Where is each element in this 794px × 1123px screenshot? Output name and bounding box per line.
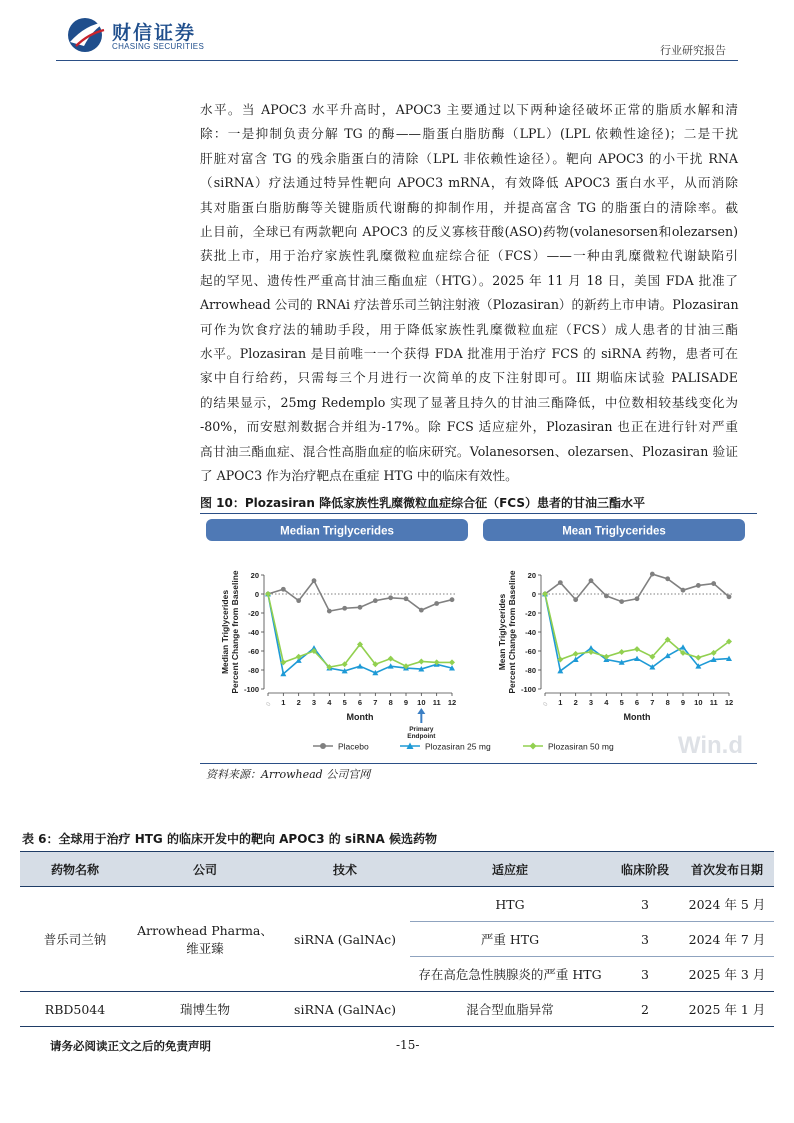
legend-label: Plozasiran 50 mg	[548, 741, 614, 752]
logo-text-cn: 财信证券	[112, 22, 197, 44]
x-tick-label: 3	[588, 698, 594, 707]
data-point	[589, 578, 594, 583]
chart-title: Mean Triglycerides	[562, 525, 666, 538]
body-text-line: 起的罕见、遗传性严重高甘油三酯血症（HTG）。2025 年 11 月 18 日，美国 FDA 批准了	[200, 272, 738, 288]
body-text-line: 其对脂蛋白脂肪酶等关键脂质代谢酶的抑制作用，并提高富含 TG 的脂蛋白的清除率。截	[200, 199, 738, 215]
x-tick-label: 11	[432, 698, 441, 707]
body-text-line: 可作为饮食疗法的辅助手段，用于降低家族性乳糜微粒血症（FCS）成人患者的甘油三酯	[200, 321, 738, 337]
company-logo	[66, 16, 216, 54]
wind-watermark: Win.d	[677, 732, 743, 759]
data-point	[342, 606, 347, 611]
data-point	[404, 596, 409, 601]
y-tick-label: -80	[248, 666, 259, 675]
x-axis-label: Month	[623, 712, 651, 722]
data-point	[357, 663, 363, 668]
table-row	[20, 992, 774, 1027]
data-point	[312, 578, 317, 583]
x-tick-label: 9	[403, 698, 409, 707]
logo-text-en: CHASING SECURITIES	[112, 42, 205, 51]
table-row	[20, 887, 774, 922]
data-point	[650, 572, 655, 577]
date-cell: 2025 年 3 月	[680, 957, 774, 992]
y-axis-label: Mean Triglycerides	[497, 593, 507, 671]
body-text-line: 止目前，全球已有两款靶向 APOC3 的反义寡核苷酸(ASO)药物(volanesorsen和olezarsen)	[200, 224, 738, 240]
figure-top-rule	[200, 513, 757, 514]
y-tick-label: 0	[254, 590, 259, 599]
date-cell: 2024 年 5 月	[680, 887, 774, 922]
y-tick-label: -80	[525, 666, 536, 675]
body-text-line: 高甘油三酯血症、混合性高脂血症的临床研究。Volanesorsen、olezarsen、Plozasiran 验证	[200, 443, 738, 459]
figure-source: 资料来源：Arrowhead 公司官网	[206, 768, 371, 781]
x-tick-label: 10	[417, 698, 426, 707]
body-text-line: 了 APOC3 作为治疗靶点在重症 HTG 中的临床有效性。	[200, 468, 518, 484]
data-point	[665, 576, 670, 581]
body-text-line: （siRNA）疗法通过特异性靶向 APOC3 mRNA，有效降低 APOC3 蛋白水平，从而消除	[200, 175, 738, 191]
data-point	[619, 649, 625, 655]
data-point	[388, 656, 394, 662]
data-point	[727, 594, 732, 599]
figure-charts	[200, 515, 757, 763]
data-point	[680, 644, 686, 649]
body-text-line: -80%，而安慰剂数据合并组为-17%。除 FCS 适应症外，Plozasiran 也正在进行针对严重	[200, 419, 738, 435]
x-tick-label: 8	[388, 698, 393, 707]
logo-emblem-icon	[66, 16, 108, 54]
x-tick-label: 6	[357, 698, 363, 707]
body-paragraph	[200, 98, 738, 489]
x-tick-label: 12	[724, 698, 734, 707]
phase-cell: 3	[610, 957, 680, 992]
company-cell: 瑞博生物	[130, 992, 280, 1027]
legend-label: Plozasiran 25 mg	[425, 741, 491, 752]
x-tick-label: 12	[447, 698, 457, 707]
indication-cell: 严重 HTG	[410, 922, 610, 957]
col-header-drug: 药物名称	[20, 852, 130, 887]
body-text-line: 家中自行给药，只需每三个月进行一次简单的皮下注射即可。III 期临床试验 PALISADE	[200, 370, 738, 386]
indication-cell: HTG	[410, 887, 610, 922]
data-point	[558, 580, 563, 585]
x-tick-label: 11	[709, 698, 718, 707]
data-point	[327, 609, 332, 614]
x-tick-label: 5	[619, 698, 624, 707]
drug-name-cell: RBD5044	[20, 992, 130, 1027]
x-tick-label: 0	[265, 701, 273, 708]
indication-cell: 混合型血脂异常	[410, 992, 610, 1027]
y-tick-label: -20	[525, 609, 536, 618]
phase-cell: 3	[610, 887, 680, 922]
table-title: 表 6：全球用于治疗 HTG 的临床开发中的靶向 APOC3 的 siRNA 候选药物	[22, 832, 437, 846]
y-axis-label: Percent Change from Baseline	[507, 570, 517, 694]
indication-cell: 存在高危急性胰腺炎的严重 HTG	[410, 957, 610, 992]
x-tick-label: 3	[311, 698, 317, 707]
company-line: 维亚臻	[186, 941, 224, 956]
y-tick-label: -20	[248, 609, 259, 618]
data-point	[634, 646, 640, 652]
y-axis-label: Median Triglycerides	[220, 589, 230, 675]
data-point	[419, 608, 424, 613]
candidate-drug-table	[20, 851, 774, 1027]
body-text-line: Arrowhead 公司的 RNAi 疗法普乐司兰钠注射液（Plozasiran）的新药上市申请。Plozasiran	[200, 297, 739, 313]
x-tick-label: 9	[680, 698, 686, 707]
report-type-label: 行业研究报告	[660, 44, 726, 57]
data-point	[296, 598, 301, 603]
technology-cell: siRNA (GalNAc)	[280, 992, 410, 1027]
y-tick-label: 20	[250, 571, 259, 580]
body-text-line: 肝脏对富含 TG 的残余脂蛋白的清除（LPL 非依赖性途径）。靶向 APOC3 的小干扰 RNA	[200, 150, 738, 166]
phase-cell: 2	[610, 992, 680, 1027]
page-number: -15-	[396, 1038, 420, 1052]
body-text-line: 获批上市，用于治疗家族性乳糜微粒血症综合征（FCS）——一种由乳糜微粒代谢缺陷引	[200, 248, 738, 264]
x-tick-label: 0	[542, 701, 550, 708]
technology-cell: siRNA (GalNAc)	[280, 887, 410, 992]
x-tick-label: 8	[665, 698, 670, 707]
data-point	[681, 588, 686, 593]
figure-title: 图 10：Plozasiran 降低家族性乳糜微粒血症综合征（FCS）患者的甘油三酯水平	[200, 496, 645, 510]
legend-marker	[320, 743, 326, 749]
date-cell: 2025 年 1 月	[680, 992, 774, 1027]
y-axis-label: Percent Change from Baseline	[230, 570, 240, 694]
data-point	[573, 597, 578, 602]
disclaimer-note: 请务必阅读正文之后的免责声明	[50, 1039, 211, 1053]
data-point	[635, 596, 640, 601]
col-header-company: 公司	[130, 852, 280, 887]
drug-name-cell: 普乐司兰钠	[20, 887, 130, 992]
x-tick-label: 7	[373, 698, 378, 707]
data-point	[434, 601, 439, 606]
y-tick-label: -60	[525, 647, 536, 656]
x-tick-label: 10	[694, 698, 703, 707]
body-text-line: 的结果显示，25mg Redemplo 实现了显著且持久的甘油三酯降低，中位数相较基线变化为	[200, 394, 738, 410]
legend-marker	[530, 743, 537, 750]
x-tick-label: 4	[327, 698, 332, 707]
table-header-row	[20, 852, 774, 887]
primary-endpoint-label: Primary	[409, 726, 434, 733]
body-text-line: 除：一是抑制负责分解 TG 的酶——脂蛋白脂肪酶（LPL）(LPL 依赖性途径)；二是干扰	[200, 126, 738, 142]
data-point	[418, 658, 424, 664]
company-cell	[130, 887, 280, 992]
data-point	[450, 597, 455, 602]
primary-endpoint-label: Endpoint	[407, 733, 436, 740]
data-point	[373, 598, 378, 603]
x-tick-label: 6	[634, 698, 640, 707]
data-point	[281, 587, 286, 592]
header-divider	[56, 60, 738, 61]
y-tick-label: -100	[243, 685, 259, 694]
y-tick-label: 20	[527, 571, 536, 580]
figure-bottom-rule	[200, 763, 757, 764]
data-point	[696, 583, 701, 588]
company-line: Arrowhead Pharma、	[137, 923, 273, 938]
x-tick-label: 5	[342, 698, 347, 707]
x-tick-label: 4	[604, 698, 609, 707]
data-point	[449, 659, 455, 665]
x-axis-label: Month	[346, 712, 374, 722]
body-text-line: 水平。Plozasiran 是目前唯一一个获得 FDA 批准用于治疗 FCS 的 siRNA 药物，患者可在	[200, 346, 738, 362]
x-tick-label: 1	[558, 698, 563, 707]
chart-title: Median Triglycerides	[280, 525, 394, 538]
data-point	[358, 605, 363, 610]
x-tick-label: 2	[296, 698, 301, 707]
legend-label: Placebo	[338, 741, 369, 752]
data-point	[388, 595, 393, 600]
y-tick-label: -40	[525, 628, 536, 637]
data-point	[695, 655, 701, 661]
col-header-phase: 临床阶段	[610, 852, 680, 887]
data-point	[573, 651, 579, 657]
body-text-line: 水平。当 APOC3 水平升高时，APOC3 主要通过以下两种途径破坏正常的脂质水解和清	[200, 102, 738, 117]
y-tick-label: -40	[248, 628, 259, 637]
y-tick-label: -100	[520, 685, 536, 694]
col-header-date: 首次发布日期	[680, 852, 774, 887]
data-point	[619, 599, 624, 604]
x-tick-label: 2	[573, 698, 578, 707]
date-cell: 2024 年 7 月	[680, 922, 774, 957]
y-tick-label: 0	[531, 590, 536, 599]
phase-cell: 3	[610, 922, 680, 957]
y-tick-label: -60	[248, 647, 259, 656]
data-point	[604, 594, 609, 599]
col-header-technology: 技术	[280, 852, 410, 887]
x-tick-label: 7	[650, 698, 655, 707]
primary-endpoint-arrowhead	[417, 708, 425, 714]
data-point	[711, 581, 716, 586]
x-tick-label: 1	[281, 698, 286, 707]
col-header-indication: 适应症	[410, 852, 610, 887]
